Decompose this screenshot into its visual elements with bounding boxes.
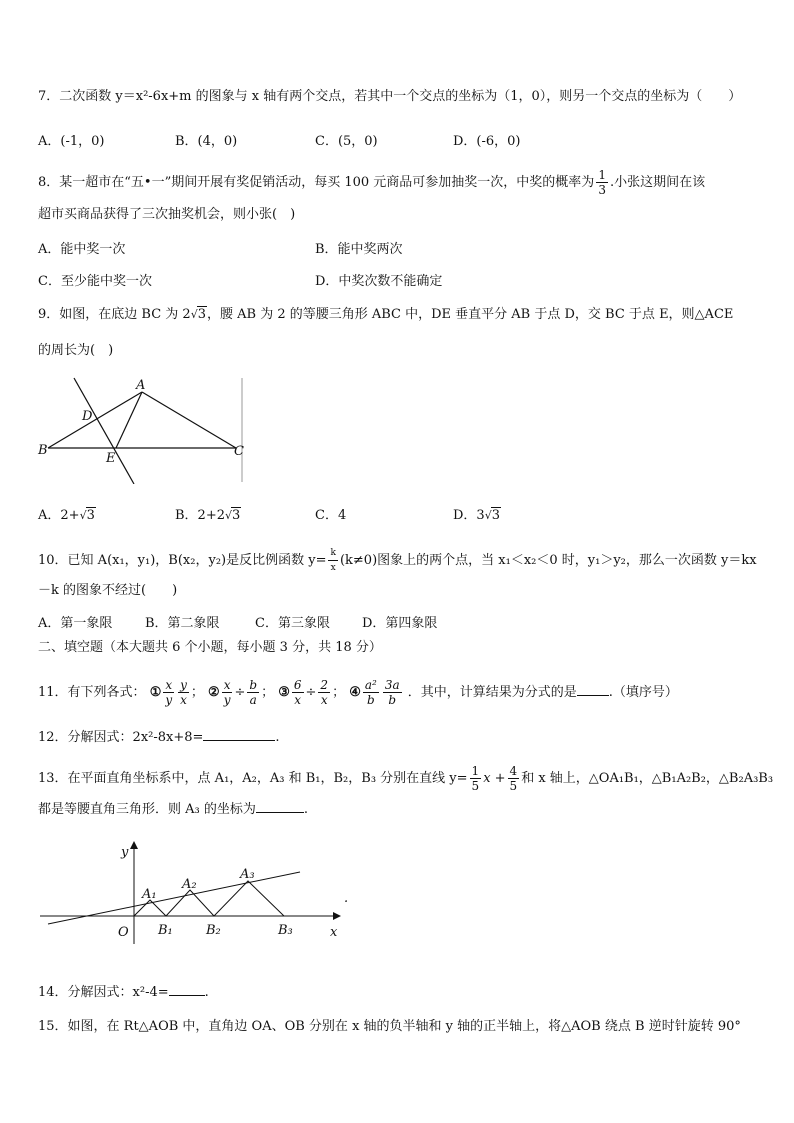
q13-stem-a: 13．在平面直角坐标系中，点 A₁，A₂，A₃ 和 B₁，B₂，B₃ 分别在直线 y=	[38, 771, 468, 786]
q13-label-a1: A₁	[142, 887, 157, 902]
q9-option-b: B．2+2√3	[175, 508, 241, 523]
q8-option-b: B．能中奖两次	[315, 242, 403, 257]
q8-stem	[38, 168, 705, 197]
q9-stem-a: 9．如图，在底边 BC 为 2	[38, 307, 191, 322]
q9-option-c: C．4	[315, 508, 347, 523]
q9-label-d: D	[82, 409, 93, 424]
q14-stem: 14．分解因式：x²-4= .	[38, 985, 209, 1000]
q13-trailing-dot: .	[344, 891, 349, 906]
q9-stem-c: 的周长为( )	[38, 343, 114, 358]
q11-item-1: ① $\frac{x}{y}$ $\frac{y}{x}$	[149, 678, 187, 707]
q13-label-x: x	[330, 925, 338, 940]
q15-stem: 15．如图，在 Rt△AOB 中，直角边 OA、OB 分别在 x 轴的负半轴和 y 轴的正半轴上，将△AOB 绕点 B 逆时针旋转 90°	[38, 1019, 741, 1034]
q10-option-b: B．第二象限	[145, 616, 220, 631]
q8-frac-den: 3	[598, 183, 606, 197]
q8-option-c: C．至少能中奖一次	[38, 274, 152, 289]
q11-answer-blank	[577, 695, 609, 696]
q8-stem-c: 超市买商品获得了三次抽奖机会，则小张( )	[38, 207, 296, 222]
q12-answer-blank	[203, 740, 275, 741]
q7-option-a: A．(-1，0)	[38, 134, 105, 149]
q9-option-d: D．3√3	[453, 508, 500, 523]
q11-prefix: 11．有下列各式：	[38, 685, 146, 700]
q10-stem-a: 10．已知 A(x₁，y₁)，B(x₂，y₂)是反比例函数 y=	[38, 553, 327, 568]
q9-label-e: E	[106, 451, 116, 466]
q7-stem: 7．二次函数 y＝x²-6x+m 的图象与 x 轴有两个交点，若其中一个交点的坐标为（1，0），则另一个交点的坐标为（ ）	[38, 89, 742, 104]
q10-option-c: C．第三象限	[255, 616, 330, 631]
q8-probability-fraction	[596, 168, 608, 197]
q13-label-b1: B₁	[158, 923, 173, 938]
q13-label-y: y	[121, 845, 129, 860]
q9-stem: 9．如图，在底边 BC 为 2√3，腰 AB 为 2 的等腰三角形 ABC 中，DE 垂直平分 AB 于点 D，交 BC 于点 E，则△ACE	[38, 307, 734, 322]
q9-stem-sqrt: 3	[197, 307, 206, 322]
q14-answer-blank	[169, 995, 205, 996]
q9-label-b: B	[38, 443, 48, 458]
q13-stem-b: 和 x 轴上，△OA₁B₁，△B₁A₂B₂，△B₂A₃B₃	[521, 771, 774, 786]
q8-stem-b: .小张这期间在该	[609, 175, 706, 190]
q10-stem	[38, 546, 757, 575]
q10-option-d: D．第四象限	[362, 616, 438, 631]
q9-label-a: A	[136, 378, 146, 393]
q11-item-2: ② $\frac{x}{y}$ ÷ $\frac{b}{a}$	[208, 678, 258, 707]
q7-option-c: C．(5，0)	[315, 134, 378, 149]
q11-item-3: ③ $\frac{6}{x}$ ÷ $\frac{2}{x}$	[278, 678, 329, 707]
q10-stem-b: (k≠0)图象上的两个点，当 x₁＜x₂＜0 时，y₁＞y₂，那么一次函数 y＝kx	[339, 553, 757, 568]
q8-option-d: D．中奖次数不能确定	[315, 274, 443, 289]
q13-stem-c: 都是等腰直角三角形．则 A₃ 的坐标为 .	[38, 802, 309, 817]
q11-suffix-b: .（填序号）	[608, 685, 678, 700]
q11-suffix-a: ．其中，计算结果为分式的是	[407, 685, 577, 700]
q10-stem-c: －k 的图象不经过( )	[38, 583, 178, 598]
q12-stem: 12．分解因式：2x²-8x+8= .	[38, 730, 280, 745]
q7-option-b: B．(4，0)	[175, 134, 238, 149]
q7-option-d: D．(-6，0)	[453, 134, 521, 149]
q11-item-4: ④ $\frac{\text{a²}}{b}$ $\frac{3a}{b}$	[349, 678, 400, 707]
q8-frac-num: 1	[598, 168, 606, 182]
q13-label-a2: A₂	[182, 877, 197, 892]
q13-stem: 13．在平面直角坐标系中，点 A₁，A₂，A₃ 和 B₁，B₂，B₃ 分别在直线 y= $\frac{1}{5}$ x + $\frac{4}{5}$ 和 x 轴上，△OA₁B₁，△B₁A₂B₂，△B₂A₃B₃	[38, 764, 774, 793]
q9-option-a: A．2+√3	[38, 508, 95, 523]
q8-option-a: A．能中奖一次	[38, 242, 126, 257]
q13-coordinate-figure	[38, 836, 358, 946]
q9-stem-b: ，腰 AB 为 2 的等腰三角形 ABC 中，DE 垂直平分 AB 于点 D，交 BC 于点 E，则△ACE	[206, 307, 734, 322]
q11-stem: 11．有下列各式： ① $\frac{x}{y}$ $\frac{y}{x}$ ； ② $\frac{x}{y}$ ÷ $\frac{b}{a}$ ； ③ $\frac{6}{x}$ ÷ $\frac{2}{x}$ ； ④ $\frac{\text{a²}}{b}$ $\frac{3a}{b}$ ．其中，计算结果为分式的是 .（填序号）	[38, 678, 678, 707]
q13-answer-blank	[256, 812, 304, 813]
q13-label-b2: B₂	[206, 923, 221, 938]
q10-option-a: A．第一象限	[38, 616, 113, 631]
q9-label-c: C	[234, 444, 244, 459]
q13-label-b3: B₃	[278, 923, 293, 938]
section-2-heading: 二、填空题（本大题共 6 个小题，每小题 3 分，共 18 分）	[38, 640, 382, 655]
q8-stem-a: 8．某一超市在“五•一”期间开展有奖促销活动，每买 100 元商品可参加抽奖一次，中奖的概率为	[38, 175, 595, 190]
q9-triangle-figure	[36, 376, 246, 484]
q13-label-o: O	[118, 925, 129, 940]
q13-label-a3: A₃	[240, 867, 255, 882]
q10-fraction: $\frac{k}{x}$	[330, 548, 336, 573]
